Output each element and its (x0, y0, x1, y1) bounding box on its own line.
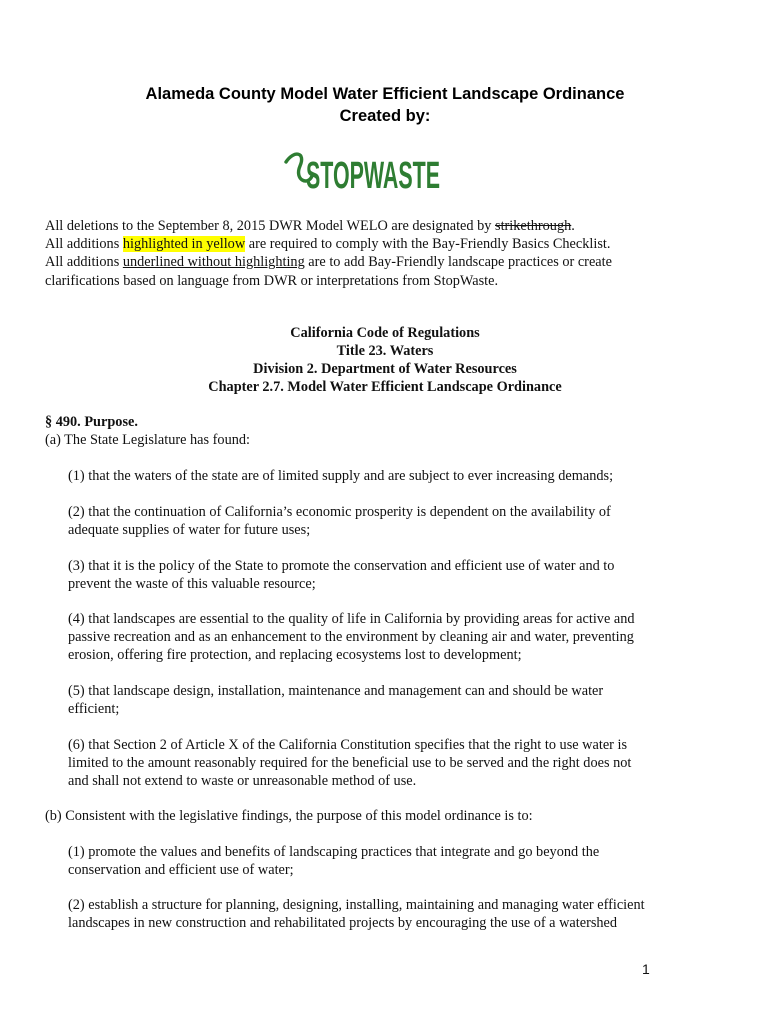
strikethrough-example: strikethrough (495, 218, 572, 234)
list-item-line: erosion, offering fire protection, and replacing ecosystems lost to development; (68, 647, 522, 664)
list-item-line: landscapes in new construction and rehabilitated projects by encouraging the use of a watershed (68, 915, 618, 932)
heading-division: Division 2. Department of Water Resources (253, 361, 517, 377)
intro-line-deletions (45, 217, 735, 235)
heading-chapter: Chapter 2.7. Model Water Efficient Landscape Ordinance (208, 379, 562, 395)
page-number: 1 (642, 961, 650, 977)
list-item-line: limited to the amount reasonably required for the beneficial use to be served and the right does not (68, 755, 632, 772)
list-item-line: conservation and efficient use of water; (68, 862, 294, 879)
intro-text: All deletions to the September 8, 2015 DWR Model WELO are designated by (45, 218, 495, 234)
intro-line-highlight (45, 235, 735, 253)
list-item-line: (1) that the waters of the state are of limited supply and are subject to ever increasing demands; (68, 468, 614, 484)
intro-text: . (571, 218, 575, 234)
list-item-line: adequate supplies of water for future uses; (68, 522, 311, 539)
list-item (68, 467, 708, 485)
list-item-line: passive recreation and as an enhancement to the environment by cleaning air and water, preventing (68, 629, 634, 646)
intro-line-clarifications: clarifications based on language from DWR or interpretations from StopWaste. (45, 272, 499, 289)
list-item-line: efficient; (68, 701, 120, 718)
list-item (68, 503, 708, 539)
list-item-line: (5) that landscape design, installation, maintenance and management can and should be water (68, 683, 604, 699)
intro-text: are to add Bay-Friendly landscape practices or create (304, 254, 612, 271)
heading-code: California Code of Regulations (290, 325, 480, 341)
list-item-line: (4) that landscapes are essential to the quality of life in California by providing areas for active and (68, 611, 635, 627)
list-item-line: (2) that the continuation of California’s economic prosperity is dependent on the availability of (68, 504, 611, 520)
list-item-line: (1) promote the values and benefits of landscaping practices that integrate and go beyond the (68, 844, 600, 860)
stopwaste-logo-icon (284, 140, 444, 202)
document-title: Alameda County Model Water Efficient Landscape Ordinance (145, 85, 625, 103)
list-item (68, 557, 708, 593)
intro-text: are required to comply with the Bay-Friendly Basics Checklist. (245, 236, 611, 253)
intro-notes (45, 217, 735, 290)
section-a-intro: (a) The State Legislature has found: (45, 432, 250, 448)
list-item (68, 843, 708, 879)
list-item-line: (2) establish a structure for planning, designing, installing, maintaining and managing water efficient (68, 897, 645, 913)
heading-title: Title 23. Waters (336, 343, 434, 359)
intro-line-underline (45, 253, 735, 271)
list-item-line: prevent the waste of this valuable resource; (68, 576, 316, 593)
section-b-intro: (b) Consistent with the legislative findings, the purpose of this model ordinance is to: (45, 808, 533, 824)
list-item-line: (6) that Section 2 of Article X of the California Constitution specifies that the right to use water is (68, 737, 628, 753)
list-item (68, 610, 708, 665)
intro-text: All additions (45, 236, 123, 253)
list-item (68, 736, 708, 791)
list-item-line: and shall not extend to waste or unreasonable method of use. (68, 773, 417, 790)
list-item (68, 682, 708, 718)
intro-text: All additions (45, 254, 123, 271)
list-item (68, 896, 708, 932)
stopwaste-logo (284, 140, 444, 202)
logo-wordmark: STOPWASTE (306, 155, 440, 197)
underline-example: underlined without highlighting (122, 254, 305, 271)
highlight-example: highlighted in yellow (122, 236, 246, 253)
section-title: § 490. Purpose. (45, 414, 138, 430)
document-subtitle: Created by: (339, 107, 431, 125)
list-item-line: (3) that it is the policy of the State to promote the conservation and efficient use of water and to (68, 558, 615, 574)
